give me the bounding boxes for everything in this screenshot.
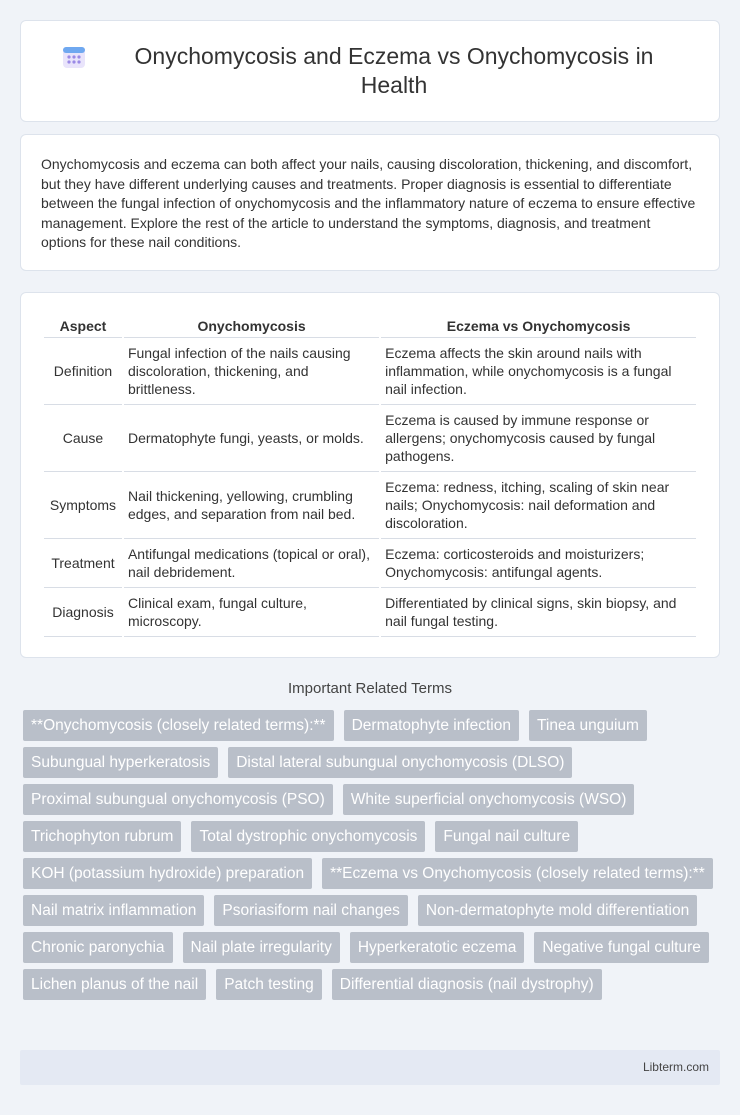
related-term-tag[interactable]: Total dystrophic onychomycosis (191, 821, 425, 852)
row-aspect: Definition (44, 338, 122, 405)
comparison-table (42, 315, 698, 637)
related-term-tag[interactable]: Nail matrix inflammation (23, 895, 204, 926)
table-row (44, 472, 696, 539)
related-term-tag[interactable]: Patch testing (216, 969, 322, 1000)
related-term-tag[interactable]: Nail plate irregularity (183, 932, 340, 963)
row-eczema: Eczema affects the skin around nails with inflammation, while onychomycosis is a fungal nail infection. (381, 338, 696, 405)
row-onychomycosis: Nail thickening, yellowing, crumbling edges, and separation from nail bed. (124, 472, 379, 539)
row-onychomycosis: Antifungal medications (topical or oral), nail debridement. (124, 539, 379, 588)
table-row (44, 588, 696, 637)
header-aspect: Aspect (44, 315, 122, 338)
row-onychomycosis: Clinical exam, fungal culture, microscopy. (124, 588, 379, 637)
comparison-table-card (20, 292, 720, 658)
table-row (44, 405, 696, 472)
row-aspect: Treatment (44, 539, 122, 588)
footer-brand-link[interactable]: Libterm.com (642, 1060, 709, 1074)
intro-paragraph: Onychomycosis and eczema can both affect your nails, causing discoloration, thickening, and discomfort, but they have different underlying causes and treatments. Proper diagnosis is essential to differentiate between the fungal infection of onychomycosis and the inflammatory nature of eczema to ensure effective management. Explore the rest of the article to understand the symptoms, diagnosis, and treatment options for these nail conditions. (41, 156, 696, 251)
related-term-tag[interactable]: Negative fungal culture (534, 932, 709, 963)
table-row (44, 338, 696, 405)
intro-card (20, 134, 720, 271)
related-term-tag[interactable]: Non-dermatophyte mold differentiation (418, 895, 697, 926)
related-term-tag[interactable]: Differential diagnosis (nail dystrophy) (332, 969, 602, 1000)
related-term-tag[interactable]: KOH (potassium hydroxide) preparation (23, 858, 312, 889)
row-aspect: Symptoms (44, 472, 122, 539)
header-eczema-vs-onychomycosis: Eczema vs Onychomycosis (381, 315, 696, 338)
header-card (20, 20, 720, 122)
related-term-tag[interactable]: Proximal subungual onychomycosis (PSO) (23, 784, 333, 815)
related-term-tag[interactable]: Fungal nail culture (435, 821, 578, 852)
related-term-tag[interactable]: Dermatophyte infection (344, 710, 519, 741)
related-term-tag[interactable]: White superficial onychomycosis (WSO) (343, 784, 635, 815)
related-term-tag[interactable]: **Eczema vs Onychomycosis (closely related terms):** (322, 858, 713, 889)
related-terms-list (20, 710, 720, 1006)
row-eczema: Eczema is caused by immune response or allergens; onychomycosis caused by fungal pathogens. (381, 405, 696, 472)
related-term-tag[interactable]: Tinea unguium (529, 710, 647, 741)
row-eczema: Eczema: corticosteroids and moisturizers; Onychomycosis: antifungal agents. (381, 539, 696, 588)
table-row (44, 539, 696, 588)
calendar-icon (61, 44, 87, 70)
table-header-row (44, 315, 696, 338)
row-aspect: Diagnosis (44, 588, 122, 637)
row-aspect: Cause (44, 405, 122, 472)
related-term-tag[interactable]: Trichophyton rubrum (23, 821, 181, 852)
row-eczema: Eczema: redness, itching, scaling of skin near nails; Onychomycosis: nail deformation and discoloration. (381, 472, 696, 539)
related-terms-heading: Important Related Terms (288, 680, 452, 697)
row-onychomycosis: Fungal infection of the nails causing discoloration, thickening, and brittleness. (124, 338, 379, 405)
footer (20, 1050, 720, 1085)
related-term-tag[interactable]: Hyperkeratotic eczema (350, 932, 525, 963)
related-term-tag[interactable]: Chronic paronychia (23, 932, 173, 963)
related-term-tag[interactable]: **Onychomycosis (closely related terms):** (23, 710, 334, 741)
related-term-tag[interactable]: Subungual hyperkeratosis (23, 747, 218, 778)
header-onychomycosis: Onychomycosis (124, 315, 379, 338)
row-onychomycosis: Dermatophyte fungi, yeasts, or molds. (124, 405, 379, 472)
related-term-tag[interactable]: Distal lateral subungual onychomycosis (DLSO) (228, 747, 572, 778)
row-eczema: Differentiated by clinical signs, skin biopsy, and nail fungal testing. (381, 588, 696, 637)
related-term-tag[interactable]: Lichen planus of the nail (23, 969, 206, 1000)
related-term-tag[interactable]: Psoriasiform nail changes (214, 895, 407, 926)
page-title: Onychomycosis and Eczema vs Onychomycosis in Health (134, 43, 654, 98)
